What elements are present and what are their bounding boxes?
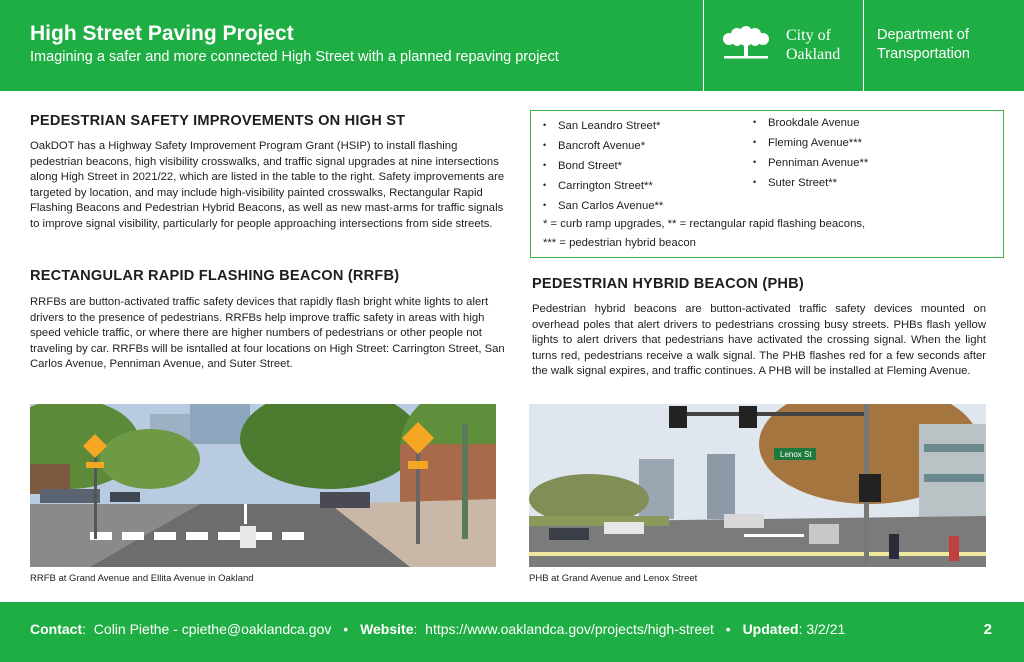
intersection-list-box bbox=[530, 110, 1004, 258]
header-divider bbox=[703, 0, 704, 91]
city-line-2: Oakland bbox=[786, 46, 841, 63]
footer-contact-line: Contact: Colin Piethe - cpiethe@oaklandca.gov • Website: https://www.oaklandca.gov/projects/high-street • Updated: 3/2/21 bbox=[30, 621, 846, 637]
rrfb-paragraph: RRFBs are button-activated traffic safety devices that rapidly flash bright white lights to alert drivers to the presence of pedestrians. RRFBs help improve traffic safety in areas with high speed vehicle traffic, or where there are higher numbers of pedestrians or other people not traveling by car. RRFBs will be isntalled at four locations on High Street: Carrington Street, San Carlos Avenue, Penniman Avenue, and Suter Street. bbox=[30, 296, 505, 371]
intersection-list-col1 bbox=[543, 116, 663, 216]
header-banner bbox=[0, 0, 1024, 91]
page-subtitle: Imagining a safer and more connected High Street with a planned repaving project bbox=[30, 49, 559, 65]
rrfb-photo bbox=[30, 404, 496, 567]
footer-separator: • bbox=[725, 621, 731, 637]
list-item: • San Carlos Avenue** bbox=[543, 200, 664, 212]
safety-paragraph: OakDOT has a Highway Safety Improvement Program Grant (HSIP) to install flashing pedestrian beacons, high visibility crosswalks, and traffic signal upgrades at nine intersections along High Street in 2021/22, which are listed in the table to the right. Safety improvements are targeted by location, and may include high-visibility painted crosswalks, Rectangular Rapid Flashing Beacons and Pedestrian Hybrid Beacons, as well as new mast-arms for traffic signals to improve signal visibility, particularly for people approaching intersections from side streets. bbox=[30, 140, 505, 230]
section-heading-rrfb: RECTANGULAR RAPID FLASHING BEACON (RRFB) bbox=[30, 268, 400, 284]
contact-label: Contact bbox=[30, 621, 83, 637]
intersection-list-col2 bbox=[753, 113, 868, 193]
phb-photo-caption: PHB at Grand Avenue and Lenox Street bbox=[529, 573, 698, 584]
phb-paragraph: Pedestrian hybrid beacons are button-activated traffic safety devices mounted on overhead poles that alert drivers to pedestrians crossing busy streets. PHBs flash yellow lights to alert drivers that pedestrians have activated the crossing signal. When the light turns red, pedestrians receive a walk signal. The PHB flashes red for a few seconds after the walk signal expires, and traffic continues. A PHB will be installed at Fleming Avenue. bbox=[532, 303, 986, 378]
city-line-1: City of bbox=[786, 27, 831, 44]
list-item: • Suter Street** bbox=[753, 177, 838, 189]
dept-line-2: Transportation bbox=[877, 46, 970, 62]
legend-note-2: *** = pedestrian hybrid beacon bbox=[543, 237, 696, 249]
website-link[interactable]: https://www.oaklandca.gov/projects/high-street bbox=[425, 621, 714, 637]
oak-tree-logo-icon bbox=[718, 22, 774, 62]
list-item: • San Leandro Street* bbox=[543, 120, 661, 132]
footer-separator: • bbox=[343, 621, 349, 637]
rrfb-photo-caption: RRFB at Grand Avenue and Ellita Avenue in Oakland bbox=[30, 573, 254, 584]
department-name bbox=[877, 26, 970, 64]
section-heading-phb: PEDESTRIAN HYBRID BEACON (PHB) bbox=[532, 276, 804, 292]
list-item: • Bond Street* bbox=[543, 160, 623, 172]
dept-line-1: Department of bbox=[877, 27, 969, 43]
legend-note-1: * = curb ramp upgrades, ** = rectangular rapid flashing beacons, bbox=[543, 218, 866, 230]
footer-bar bbox=[0, 602, 1024, 662]
city-of-oakland-wordmark bbox=[786, 26, 840, 64]
page-number: 2 bbox=[983, 621, 992, 638]
header-divider bbox=[863, 0, 864, 91]
lenox-street-sign: Lenox St bbox=[780, 450, 812, 459]
updated-value: 3/2/21 bbox=[806, 621, 846, 637]
list-item: • Bancroft Avenue* bbox=[543, 140, 646, 152]
contact-value[interactable]: Colin Piethe - cpiethe@oaklandca.gov bbox=[93, 621, 332, 637]
phb-photo bbox=[529, 404, 986, 567]
page-title: High Street Paving Project bbox=[30, 22, 294, 45]
website-label: Website bbox=[360, 621, 414, 637]
list-item: • Fleming Avenue*** bbox=[753, 137, 862, 149]
list-item: • Penniman Avenue** bbox=[753, 157, 869, 169]
list-item: • Brookdale Avenue bbox=[753, 117, 860, 129]
section-heading-safety: PEDESTRIAN SAFETY IMPROVEMENTS ON HIGH ST bbox=[30, 113, 406, 129]
updated-label: Updated bbox=[742, 621, 799, 637]
list-item: • Carrington Street** bbox=[543, 180, 653, 192]
